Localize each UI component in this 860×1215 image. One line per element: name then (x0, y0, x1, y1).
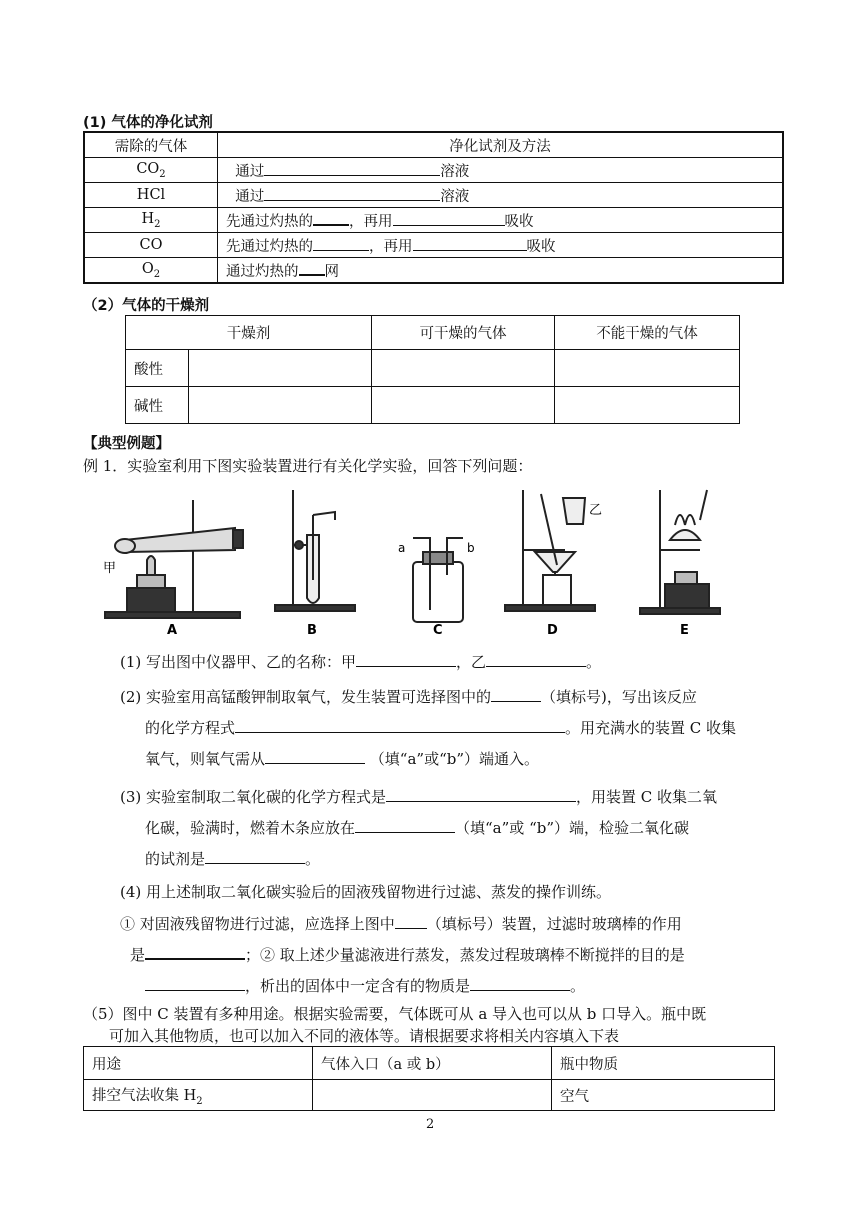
question-5-line2: 可加入其他物质，也可以加入不同的液体等。请根据要求将相关内容填入下表 (109, 1027, 620, 1045)
table-row (126, 387, 740, 424)
method-cell: 通过 溶液 (218, 158, 784, 183)
figure-label-e: E (680, 623, 689, 638)
blank[interactable] (491, 687, 541, 702)
method-cell: 先通过灼热的 ，再用 吸收 (218, 233, 784, 258)
question-4-line3: 是 ；② 取上述少量滤液进行蒸发，蒸发过程玻璃棒不断搅拌的目的是 (130, 946, 685, 964)
apparatus-c (413, 538, 463, 622)
question-4-line1: (4) 用上述制取二氧化碳实验后的固液残留物进行过滤、蒸发的操作训练。 (120, 883, 612, 901)
agent-cell[interactable] (189, 387, 372, 424)
apparatus-figure (95, 480, 735, 640)
figure-label-c: C (433, 623, 443, 638)
table-header-row (84, 132, 783, 158)
blank[interactable] (264, 161, 440, 176)
gas-cell: $O_2$ (84, 258, 218, 284)
blank[interactable] (413, 236, 527, 251)
use-cell: 排空气法收集 $H_2$ (84, 1080, 313, 1111)
blank[interactable] (145, 976, 245, 991)
question-2-line2: 的化学方程式 。用充满水的装置 C 收集 (145, 719, 737, 737)
table-header-row (84, 1047, 775, 1080)
table-row (84, 183, 783, 208)
method-cell: 先通过灼热的 ，再用 吸收 (218, 208, 784, 233)
c-device-usage-table (83, 1046, 775, 1111)
header-agent: 干燥剂 (126, 316, 372, 350)
blank[interactable] (395, 914, 427, 929)
question-3-line2: 化碳，验满时，燃着木条应放在 （填“a”或 “b”）端，检验二氧化碳 (145, 819, 690, 837)
question-4-line4: ，析出的固体中一定含有的物质是 。 (145, 975, 585, 996)
example-intro: 例 1．实验室利用下图实验装置进行有关化学实验，回答下列问题： (83, 457, 533, 475)
header-use: 用途 (84, 1047, 313, 1080)
question-5-line1: （5）图中 C 装置有多种用途。根据实验需要，气体既可从 a 导入也可以从 b 口导入。瓶中既 (83, 1005, 707, 1023)
table-header-row (126, 316, 740, 350)
question-2-line1: (2) 实验室用高锰酸钾制取氧气，发生装置可选择图中的 （填标号)，写出该反应 (120, 688, 697, 706)
table-row (84, 1080, 775, 1111)
figure-label-a: A (167, 623, 178, 638)
dryable-cell[interactable] (372, 350, 555, 387)
blank[interactable] (265, 749, 365, 764)
method-cell: 通过灼热的 网 (218, 258, 784, 284)
table-row (126, 350, 740, 387)
drying-agent-table (125, 315, 740, 424)
header-content: 瓶中物质 (552, 1047, 775, 1080)
table-row (84, 233, 783, 258)
label-jia: 甲 (103, 561, 117, 576)
header-dryable: 可干燥的气体 (372, 316, 555, 350)
question-1: (1) 写出图中仪器甲、乙的名称：甲 ，乙 。 (120, 653, 602, 671)
blank[interactable] (313, 236, 369, 251)
header-gas: 需除的气体 (84, 132, 218, 158)
blank[interactable] (386, 787, 576, 802)
gas-cell: CO (84, 233, 218, 258)
not-dryable-cell[interactable] (555, 350, 740, 387)
blank[interactable] (355, 818, 455, 833)
blank[interactable] (356, 652, 456, 667)
table-row (84, 208, 783, 233)
header-inlet: 气体入口（a 或 b） (313, 1047, 552, 1080)
header-not-dryable: 不能干燥的气体 (555, 316, 740, 350)
gas-cell: HCl (84, 183, 218, 208)
row-label-basic: 碱性 (126, 387, 189, 424)
apparatus-d (505, 490, 595, 611)
blank[interactable] (486, 652, 586, 667)
section2-heading: （2）气体的干燥剂 (83, 298, 210, 314)
row-label-acidic: 酸性 (126, 350, 189, 387)
apparatus-a (105, 500, 243, 618)
label-yi: 乙 (589, 503, 603, 518)
agent-cell[interactable] (189, 350, 372, 387)
blank[interactable] (313, 210, 349, 226)
apparatus-e (640, 490, 720, 614)
apparatus-b (275, 490, 355, 611)
inlet-cell[interactable] (313, 1080, 552, 1111)
section1-heading: (1) 气体的净化试剂 (83, 115, 213, 131)
label-port-a: a (398, 541, 406, 555)
question-2-line3: 氧气，则氧气需从 （填“a”或“b”）端通入。 (145, 750, 540, 768)
content-cell: 空气 (552, 1080, 775, 1111)
blank[interactable] (235, 718, 565, 733)
gas-cell: $CO_2$ (84, 158, 218, 183)
header-method: 净化试剂及方法 (218, 132, 784, 158)
method-cell: 通过 溶液 (218, 183, 784, 208)
blank[interactable] (299, 260, 325, 276)
blank[interactable] (145, 944, 245, 960)
question-4-line2: ① 对固液残留物进行过滤，应选择上图中 （填标号）装置，过滤时玻璃棒的作用 (120, 915, 682, 933)
figure-label-b: B (307, 623, 317, 638)
examples-heading: 【典型例题】 (83, 436, 170, 452)
label-port-b: b (467, 541, 475, 555)
blank[interactable] (470, 976, 570, 991)
blank[interactable] (393, 211, 505, 226)
purification-table (83, 131, 784, 284)
dryable-cell[interactable] (372, 387, 555, 424)
question-3-line1: (3) 实验室制取二氧化碳的化学方程式是 ，用装置 C 收集二氧 (120, 788, 718, 806)
page-number: 2 (426, 1117, 435, 1132)
figure-label-d: D (547, 623, 558, 638)
blank[interactable] (205, 849, 305, 864)
question-3-line3: 的试剂是 。 (145, 850, 321, 868)
table-row (84, 158, 783, 183)
not-dryable-cell[interactable] (555, 387, 740, 424)
blank[interactable] (264, 186, 440, 201)
gas-cell: $H_2$ (84, 208, 218, 233)
table-row (84, 258, 783, 284)
